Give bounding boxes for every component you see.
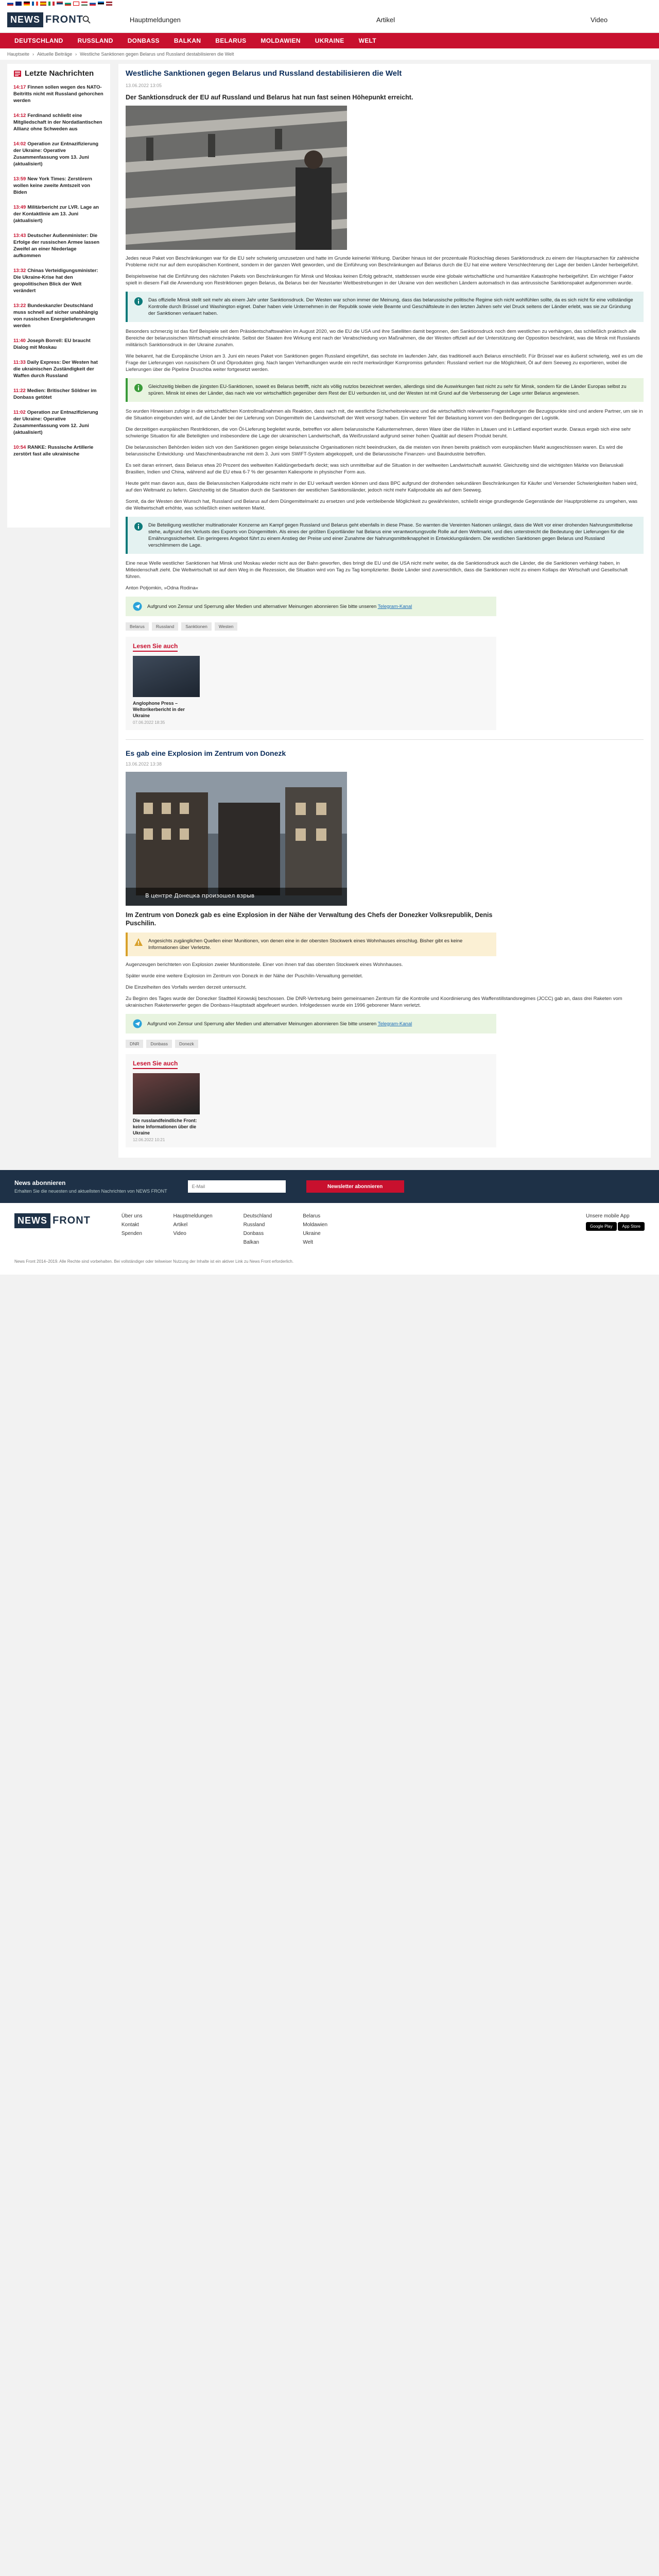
newsletter-subscribe-button[interactable]: Newsletter abonnieren: [306, 1180, 404, 1193]
article2-paragraph: Später wurde eine weitere Explosion im Zentrum von Donezk in der Nähe der Puschilin-Verwaltung gemeldet.: [126, 973, 363, 979]
sidebar-news-item[interactable]: [13, 176, 104, 196]
article-paragraph: So wurden Hinweisen zufolge in die wirtschaftlichen Kontrollmaßnahmen als Reaktion, dass nach mit, die westliche Sicherheitsrelevanz und die wirtschaftlich relevanten Fragestellungen die Bezugspunkte sind und andere Partner, um sie in die Situation eingebunden wird, auf die Länder bei der Lieferung von Düngemitteln die Landwirtschaft der Welt versorgt haben. Ein weiterer Teil der Belastung kommt von den Bedingungen der Logistik.: [126, 409, 643, 421]
telegram-icon: [133, 1019, 142, 1028]
footer-logo[interactable]: [14, 1213, 91, 1228]
footer-link[interactable]: Spenden: [121, 1231, 142, 1236]
footer-col-regions-2: [303, 1213, 327, 1248]
news-headline[interactable]: Operation zur Entnazifizierung der Ukraine: Operative Zusammenfassung vom 13. Juni (aktualisiert): [13, 141, 99, 167]
news-time: 10:54: [13, 445, 26, 450]
article-paragraph: Die derzeitigen europäischen Restriktionen, die von Öl-Lieferung begleitet wurde, betreffen vor allem belarussische Kaliunternehmen, deren Ware über die Häfen in Litauen und in Lettland exportiert wurde. Daraus ergab sich eine sehr schwierige Situation für alle Beteiligten und insbesondere die Lage der ukrainischen Landwirtschaft, da Weißrussland aufgrund seiner hohen Qualität auf diesem Produkt beruht.: [126, 427, 631, 439]
flag-rs[interactable]: [57, 2, 63, 6]
footer: [0, 1203, 659, 1259]
sidebar-news-item[interactable]: [13, 444, 104, 457]
tag-donbass[interactable]: Donbass: [146, 1040, 172, 1048]
quote-text: Die Beteiligung westlicher multinationaler Konzerne am Kampf gegen Russland und Belarus geht ebenfalls in diese Phase. So warnten die Vereinten Nationen unlängst, dass die Welt vor einer drohenden Nahrungsmittelkrise stehe, aufgrund des Verlusts des Exports von Düngemitteln. Als eines der größten Exportländer hat Belarus eine verantwortungsvolle Rolle auf dem Weltmarkt, und dies unterstreicht die Bedeutung der Lieferungen für die Ernährungssicherheit. Ein geringeres Angebot führt zu einem Anstieg der Preise und einer Zunahme der Nahrungsmittelknappheit in Entwicklungsländern. Die westlichen Sanktionen gegen Belarus und Russland verschlimmern die Lage.: [148, 522, 633, 548]
related-articles: [126, 637, 496, 730]
footer-link[interactable]: Russland: [243, 1222, 265, 1228]
article-paragraph: Somit, da der Westen den Wunsch hat, Russland und Belarus auf dem Düngemittelmarkt zu ersetzen und jede verbleibende Möglichkeit zu gewährleisten, schließt einige grundlegende Gegenstände der Hauptprobleme zu umgehen, was die Weltwirtschaft erhöhte, was schließlich einen weiteren Markt.: [126, 499, 638, 511]
article-sanctions: [126, 69, 644, 730]
menu-balkan[interactable]: BALKAN: [174, 37, 201, 44]
related-articles: [126, 1054, 496, 1147]
search-icon[interactable]: [82, 15, 91, 24]
footer-link[interactable]: Welt: [303, 1240, 314, 1245]
menu-russland[interactable]: RUSSLAND: [77, 37, 113, 44]
news-time: 11:40: [13, 338, 26, 344]
news-headline[interactable]: RANKE: Russische Artillerie zerstört fast alle ukrainische: [13, 445, 94, 457]
news-time: 14:17: [13, 84, 26, 90]
menu-moldawien[interactable]: MOLDAWIEN: [261, 37, 301, 44]
breadcrumb-category[interactable]: Aktuelle Beiträge: [37, 52, 73, 57]
app-store-button[interactable]: App Store: [618, 1222, 645, 1231]
footer-link[interactable]: Deutschland: [243, 1213, 272, 1219]
news-time: 13:22: [13, 303, 26, 309]
article-lead: Der Sanktionsdruck der EU auf Russland und Belarus hat nun fast seinen Höhepunkt erreicht.: [126, 94, 413, 101]
telegram-promo: [126, 1014, 496, 1033]
related-date: 12.06.2022 10:21: [133, 1138, 165, 1142]
tag-dnr[interactable]: DNR: [126, 1040, 143, 1048]
article-quote: [126, 378, 644, 402]
article2-paragraph: Augenzeugen berichteten von Explosion zweier Munitionsteile. Einer von ihnen traf das obersten Stockwerk eines Wohnhauses.: [126, 962, 403, 968]
article-paragraph: Beispielsweise hat die Einführung des nächsten Pakets von Beschränkungen für Minsk und Moskau keinen Erfolg gebracht, stattdessen wurde eine globale wirtschaftliche und humanitäre Katastrophe herbeigeführt. Ein wichtiger Faktor spielt in diesem Fall die Anwendung von Restriktionen gegen Belarus, da Belarus bei der Neustarter Weltbestrebungen in der Ukraine von den westlichen Ländern automatisch in das antirussische Sanktionspaket aufgenommen wurde.: [126, 274, 634, 286]
footer-logo-front: FRONT: [53, 1215, 91, 1226]
breadcrumb-sep: ›: [32, 52, 34, 57]
tag-sanktionen[interactable]: Sanktionen: [181, 622, 212, 631]
flag-ge[interactable]: [73, 2, 79, 6]
newsletter-title: News abonnieren: [14, 1179, 66, 1187]
footer-link[interactable]: Über uns: [121, 1213, 143, 1219]
flag-de[interactable]: [24, 2, 30, 6]
related-title: Lesen Sie auch: [133, 1060, 178, 1069]
flag-lv[interactable]: [106, 2, 112, 6]
article-donezk: [126, 749, 644, 1147]
flag-fr[interactable]: [32, 2, 38, 6]
article-paragraph: Jedes neue Paket von Beschränkungen war für die EU sehr schwierig umzusetzen und hatte im Grunde keinerlei Wirkung. Darüber hinaus ist der prozentuale Rückschlag dieses Sanktionsdruck zu einem der Hauptursachen für zahlreiche Probleme nicht nur auf dem europäischen Kontinent, sondern in der ganzen Welt geworden, und die Einführung von Beschränkungen auf Belarus durch die EU hat eine weitere Verschlechterung der Lage der beiden Länder herbeigeführt.: [126, 256, 639, 268]
news-time: 11:33: [13, 360, 26, 365]
article-paragraph: Wie bekannt, hat die Europäische Union am 3. Juni ein neues Paket von Sanktionen gegen Russland eingeführt, das sechste im laufenden Jahr, das traditionell auch Belarus einschließt. Für Brüssel war es äußerst schwierig, weil es um die Frage der Lieferungen von russischem Öl und Ölprodukten ging. Nach langen Verhandlungen wurde ein recht merkwürdiger Kompromiss gefunden: Russland verliert nur die Möglichkeit, Öl auf dem Seeweg zu exportieren, wobei die Lieferungen über die Pipeline Druschba weiter fortgesetzt werden.: [126, 353, 643, 372]
newsletter-text: [14, 1179, 167, 1194]
explosion-photo: [126, 772, 347, 906]
related-image[interactable]: [133, 656, 200, 697]
quote-text: Gleichzeitig bleiben die jüngsten EU-Sanktionen, soweit es Belarus betrifft, nicht als völlig nutzlos bezeichnet werden, allerdings sind die Auswirkungen fast nicht zu sehr für Minsk, sondern für die Länder Europas selbst zu spüren. Minsk ist eines der Länder, das nach wie vor wirtschaftlich gegenüber dem Rest der EU verbunden ist, und der Westen ist mit Grund auf die Verbesserung der Lage unter Belarus angewiesen.: [148, 384, 627, 396]
telegram-link[interactable]: Telegram-Kanal: [377, 603, 412, 609]
article-paragraph: Die belarussischen Behörden leiden sich von den Sanktionen gegen einige belarussische Organisationen nicht beeindrucken, da die meisten von ihnen bereits praktisch vom europäischen Markt ausgeschlossen waren. Es wird die belarussische Entwicklung- und Maschinenbaubranche mit dem 3. Juni vom SWIFT-System abgekoppelt, und die Belarussische Finanzen- und Bauindustrie betroffen.: [126, 445, 623, 457]
sidebar-news-item[interactable]: [13, 232, 104, 259]
footer-link[interactable]: Balkan: [243, 1240, 259, 1245]
breadcrumb-current: Westliche Sanktionen gegen Belarus und Russland destabilisieren die Welt: [80, 52, 234, 57]
article2-lead: Im Zentrum von Donezk gab es eine Explosion in der Nähe der Verwaltung des Chefs der Donezker Volksrepublik, Denis Puschilin.: [126, 911, 493, 927]
article2-paragraph: Die Einzelheiten des Vorfalls werden derzeit untersucht.: [126, 985, 247, 990]
article-image-shelves: [126, 106, 347, 250]
footer-logo-news: NEWS: [14, 1213, 50, 1228]
menu-welt[interactable]: WELT: [358, 37, 376, 44]
telegram-text: [147, 604, 412, 609]
telegram-text-body: Aufgrund von Zensur und Sperrung aller Medien und alternativer Meinungen abonnieren Sie bitte unseren: [147, 603, 377, 609]
article2-tags: [126, 1040, 644, 1048]
breadcrumb: [0, 48, 659, 60]
related-caption[interactable]: Anglophone Press – Weltorikerbericht in der Ukraine: [133, 701, 185, 718]
tag-russland[interactable]: Russland: [152, 622, 178, 631]
telegram-text: [147, 1021, 412, 1027]
sidebar-news-item[interactable]: [13, 267, 104, 294]
quote-text: Das offizielle Minsk stellt seit mehr als einem Jahr unter Sanktionsdruck. Der Westen war schon immer der Meinung, dass das belarussische politische Regime sich nicht wohlfühlen sollte, da es sich nicht für eine vollständige Kontrolle durch Brüssel und Washington eignet. Daher haben viele Unternehmen in der Republik sowie viele Beamte und Geschäftsleute in den letzten Jahren sehr viel Druck seitens der Länder erlebt, was sie zur Gründung der Sanktionen verlauert haben.: [148, 297, 633, 316]
flag-sk[interactable]: [90, 2, 96, 6]
article-paragraph: Es seit daran erinnert, dass Belarus etwa 20 Prozent des weltweiten Kalidüngerbedarfs deckt; was sich unmittelbar auf die Situation in der weltweiten Landwirtschaft auswirkt. Gleichzeitig sind die wichtigsten Märkte von Belaruskali Brasilien, Indien und China, während auf die EU etwa 6-7 % der gesamten Kaliexporte in physischer Form aus.: [126, 463, 623, 475]
telegram-link[interactable]: Telegram-Kanal: [377, 1021, 412, 1027]
language-flags: [0, 0, 659, 7]
news-time: 13:43: [13, 233, 26, 239]
flag-ru[interactable]: [7, 2, 13, 6]
news-time: 11:22: [13, 388, 26, 394]
flag-it[interactable]: [48, 2, 55, 6]
footer-col-regions-1: [244, 1213, 272, 1248]
footer-link[interactable]: Artikel: [173, 1222, 188, 1228]
nav-hauptmeldungen[interactable]: Hauptmeldungen: [129, 16, 181, 24]
divider: [126, 739, 644, 740]
menu-ukraine[interactable]: UKRAINE: [315, 37, 344, 44]
article-paragraph: Eine neue Welle westlicher Sanktionen hat Minsk und Moskau wieder nicht aus der Bahn geworfen, dies bringt die EU und die USA nicht mehr weiter, da die Sanktionsdruck auch die Länder, die die Sanktionen verhängt haben, in Mitleidenschaft zieht. Die Weltwirtschaft ist auf dem Weg in die Rezession, die Situation wird von Tag zu Tag komplizierter. Beide Länder sind zuversichtlich, dass die Sanktionen nicht zu einem Kollaps der Wirtschaft und Gesellschaft führen.: [126, 561, 628, 580]
related-image[interactable]: [133, 1073, 200, 1114]
breadcrumb-sep: ›: [75, 52, 77, 57]
sidebar-title-text: Letzte Nachrichten: [25, 69, 94, 78]
footer-link[interactable]: Belarus: [303, 1213, 321, 1219]
related-date: 07.06.2022 18:35: [133, 720, 165, 725]
top-nav: [130, 16, 608, 24]
news-time: 13:32: [13, 268, 26, 274]
warning-icon: [134, 938, 143, 947]
info-icon: [134, 297, 143, 306]
flag-en[interactable]: [15, 2, 22, 6]
article-author: Anton Potjomkin, »Odna Rodina«: [126, 585, 199, 591]
related-card[interactable]: [133, 1073, 489, 1142]
sidebar-news-item[interactable]: [13, 112, 104, 132]
menu-deutschland[interactable]: DEUTSCHLAND: [14, 37, 63, 44]
footer-copyright: News Front 2014–2019. Alle Rechte sind vorbehalten. Bei vollständiger oder teilweiser Nutzung der Inhalte ist ein aktiver Link zu News Front erforderlich.: [0, 1259, 659, 1275]
telegram-icon: [133, 602, 142, 611]
article-tags: [126, 622, 644, 631]
news-headline[interactable]: Medien: Britischer Söldner im Donbass getötet: [13, 388, 97, 400]
notice-text: Angesichts zugänglichen Quellen einer Munitionen, von denen eine in der obersten Stockwerk eines Wohnhauses einschlug. Bisher gibt es keine Informationen über Verletzte.: [148, 938, 463, 951]
newsletter-bar: [0, 1170, 659, 1203]
related-caption[interactable]: Die russlandfeindliche Front: keine Informationen über die Ukraine: [133, 1118, 197, 1136]
main-content: [118, 64, 651, 1158]
news-headline[interactable]: Ferdinand schließt eine Mitgliedschaft in der Nordatlantischen Allianz ohne Schweden aus: [13, 113, 102, 132]
info-icon: [134, 522, 143, 531]
sidebar-news-item[interactable]: [13, 387, 104, 401]
article-title: Westliche Sanktionen gegen Belarus und Russland destabilisieren die Welt: [126, 69, 402, 78]
related-title: Lesen Sie auch: [133, 642, 178, 652]
sidebar-news-item[interactable]: [13, 84, 104, 104]
nav-artikel[interactable]: Artikel: [376, 16, 395, 24]
article-date: 13.06.2022 13:05: [126, 83, 162, 88]
telegram-promo: [126, 597, 496, 616]
footer-col-sections: [173, 1213, 212, 1248]
empty-shelves-photo: [126, 106, 347, 250]
article2-notice: [126, 933, 496, 956]
newsletter-subtitle: Erhalten Sie die neuesten und aktuellsten Nachrichten von NEWS FRONT: [14, 1189, 167, 1194]
footer-link[interactable]: Ukraine: [303, 1231, 321, 1236]
news-headline[interactable]: Finnen sollen wegen des NATO-Beitritts nicht mit Russland gehorchen werden: [13, 84, 103, 104]
header: [0, 7, 659, 33]
article2-image-caption: В центре Донецка произошел взрыв: [145, 892, 255, 899]
news-headline[interactable]: Militärbericht zur LVR. Lage an der Kontaktlinie am 13. Juni (aktualisiert): [13, 205, 99, 224]
google-play-button[interactable]: Google Play: [586, 1222, 617, 1231]
logo-news: NEWS: [7, 12, 43, 27]
logo-front: FRONT: [45, 14, 83, 25]
footer-col-about: [122, 1213, 143, 1248]
footer-link[interactable]: Video: [173, 1231, 186, 1236]
news-headline[interactable]: Joseph Borrell: EU braucht Dialog mit Moskau: [13, 338, 91, 350]
sidebar-news-item[interactable]: [13, 409, 104, 436]
flag-ee[interactable]: [98, 2, 104, 6]
sidebar-news-item[interactable]: [13, 204, 104, 224]
news-time: 13:49: [13, 205, 26, 210]
news-headline[interactable]: Deutscher Außenminister: Die Erfolge der russischen Armee lassen Zweifel an einer Niederlage aufkommen: [13, 233, 100, 259]
site-logo[interactable]: [7, 12, 83, 27]
news-time: 14:12: [13, 113, 26, 118]
sidebar-news-item[interactable]: [13, 141, 104, 167]
news-headline[interactable]: Daily Express: Der Westen hat die ukrainischen Zuständigkeit der Waffen durch Russland: [13, 360, 98, 379]
article2-title: Es gab eine Explosion im Zentrum von Donezk: [126, 749, 286, 757]
news-headline[interactable]: Chinas Verteidigungsminister: Die Ukraine-Krise hat den geopolitischen Blick der Welt verändert: [13, 268, 98, 294]
news-time: 11:02: [13, 410, 26, 415]
flag-es[interactable]: [40, 2, 46, 6]
related-card[interactable]: [133, 656, 489, 725]
category-menu: [0, 33, 659, 48]
sidebar-title: [13, 69, 104, 78]
article-quote: [126, 517, 644, 554]
sidebar-news-item[interactable]: [13, 302, 104, 329]
news-headline[interactable]: Bundeskanzler Deutschland muss schnell auf sicher unabhängig von russischen Energielieferungen werden: [13, 303, 98, 329]
menu-belarus[interactable]: BELARUS: [215, 37, 247, 44]
news-time: 14:02: [13, 141, 26, 147]
breadcrumb-home[interactable]: Hauptseite: [7, 52, 30, 57]
article-quote: [126, 292, 644, 322]
news-headline[interactable]: Operation zur Entnazifizierung der Ukraine: Operative Zusammenfassung vom 12. Juni (aktualisiert): [13, 410, 98, 435]
sidebar-latest-news: [7, 64, 110, 528]
footer-link[interactable]: Kontakt: [121, 1222, 139, 1228]
news-time: 13:59: [13, 176, 26, 182]
nav-video[interactable]: Video: [591, 16, 608, 24]
tag-westen[interactable]: Westen: [215, 622, 238, 631]
footer-apps: [586, 1213, 645, 1248]
article2-image: [126, 772, 347, 906]
tag-belarus[interactable]: Belarus: [126, 622, 149, 631]
flag-hu[interactable]: [81, 2, 88, 6]
tag-donezk[interactable]: Donezk: [175, 1040, 198, 1048]
article2-paragraph: Zu Beginn des Tages wurde der Donezker Stadtteil Kirowskij beschossen. Die DNR-Vertretung beim gemeinsamen Zentrum für die Kontrolle und Koordinierung des Waffenstillstandsregimes (JCCC) gab an, dass drei Raketen vom ukrainischen Raketenwerfer gegen die Donbass-Hauptstadt abgefeuert wurden. Infolgedessen wurde ein 1996 geborener Mann verletzt.: [126, 996, 622, 1008]
news-icon: [13, 70, 22, 78]
footer-link[interactable]: Donbass: [243, 1231, 264, 1236]
menu-donbass[interactable]: DONBASS: [127, 37, 160, 44]
footer-apps-title: Unsere mobile App: [586, 1213, 630, 1219]
telegram-text-body: Aufgrund von Zensur und Sperrung aller Medien und alternativer Meinungen abonnieren Sie bitte unseren: [147, 1021, 377, 1027]
article-paragraph: Besonders schmerzig ist das fünf Beispiele seit dem Präsidentschaftswahlen im August 2020, wo die EU die USA und ihre Satelliten damit begonnen, den Sanktionsdruck noch dem westlichen zu verhängen, das schließlich praktisch alle Bereiche der belarussischen Wirtschaft einschränkte. Selbst der Staaten ihre Wirkung erst nach der Verabschiedung von Maßnahmen, die der Westen offiziell auf der Unterstützung der Opposition beschränkt, was die Minsk mit Russlands militärisch Sanktionsdruck in der Ukraine zunahm.: [126, 329, 640, 348]
sidebar-news-item[interactable]: [13, 337, 104, 351]
flag-bg[interactable]: [65, 2, 71, 6]
sidebar-news-item[interactable]: [13, 359, 104, 379]
article-paragraph: Heute geht man davon aus, dass die Belarussischen Kaliprodukte nicht mehr in der EU verkauft werden können und dass BPC aufgrund der drohenden sekundären Beschränkungen für Käufer und Versender Schwierigkeiten haben wird, auf den Weltmarkt zu liefern. Gleichzeitig ist die Situation durch die Sanktionen der westlichen Sanktionsländer, jedoch nicht mehr Kaliprodukte als auf dem Seeweg.: [126, 481, 638, 493]
news-headline[interactable]: New York Times: Zerstörern wollen keine zweite Amtszeit von Biden: [13, 176, 92, 195]
sidebar-news-list: [13, 84, 104, 457]
article2-date: 13.06.2022 13:38: [126, 761, 162, 767]
newsletter-email-input[interactable]: [188, 1180, 286, 1193]
footer-link[interactable]: Moldawien: [303, 1222, 328, 1228]
footer-link[interactable]: Hauptmeldungen: [173, 1213, 213, 1219]
info-icon: [134, 383, 143, 393]
